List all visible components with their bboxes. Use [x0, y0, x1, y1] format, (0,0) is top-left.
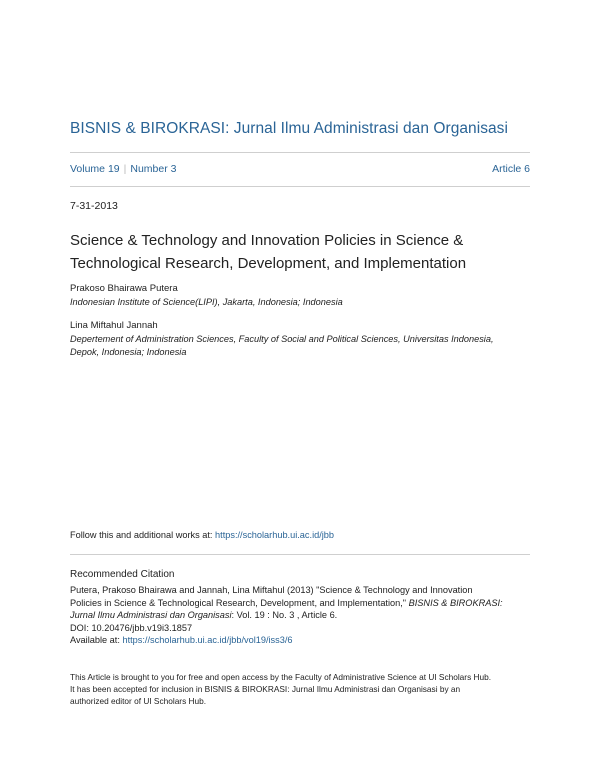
separator: | [123, 163, 127, 175]
follow-line [70, 530, 334, 540]
article-title-line: Science & Technology and Innovation Policies in Science & [70, 232, 464, 249]
citation-line [70, 597, 530, 610]
follow-text: Follow this and additional works at: [70, 530, 216, 540]
citation-available [70, 634, 530, 647]
access-notice [70, 671, 530, 707]
citation-heading: Recommended Citation [70, 569, 175, 580]
issue-info-row [70, 163, 530, 177]
citation-text: Policies in Science & Technological Research, Development, and Implementation," [70, 597, 409, 608]
journal-title-link[interactable]: BISNIS & BIROKRASI: Jurnal Ilmu Administrasi dan Organisasi [70, 120, 508, 137]
citation-journal: BISNIS & BIROKRASI: [408, 597, 503, 608]
article-title-line: Technological Research, Development, and Implementation [70, 255, 467, 272]
affiliation-line: Indonesian Institute of Science(LIPI), Jakarta, Indonesia; Indonesia [70, 297, 343, 307]
citation-doi: DOI: 10.20476/jbb.v19i3.1857 [70, 622, 193, 633]
citation-journal: Jurnal Ilmu Administrasi dan Organisasi [70, 610, 232, 620]
publication-date: 7-31-2013 [70, 200, 118, 212]
citation-text: : Vol. 19 : No. 3 , Article 6. [231, 610, 338, 620]
author-affiliation [70, 333, 530, 359]
top-divider [70, 152, 530, 153]
citation-divider [70, 554, 530, 555]
author-name: Lina Miftahul Jannah [70, 320, 158, 331]
number-link[interactable]: Number 3 [130, 163, 177, 175]
article-title [70, 229, 520, 275]
citation-line: Putera, Prakoso Bhairawa and Jannah, Lina Miftahul (2013) "Science & Technology and Innovation [70, 585, 473, 595]
collection-link[interactable]: https://scholarhub.ui.ac.id/jbb [215, 530, 335, 540]
author-affiliation [70, 296, 530, 309]
available-label: Available at: [70, 635, 123, 645]
affiliation-line: Depertement of Administration Sciences, Faculty of Social and Political Sciences, Universitas Indonesia, [70, 334, 494, 344]
issue-divider [70, 186, 530, 187]
affiliation-line: Depok, Indonesia; Indonesia [70, 347, 187, 357]
notice-line: This Article is brought to you for free and open access by the Faculty of Administrative Science at UI Scholars Hub. [70, 672, 492, 682]
available-link[interactable]: https://scholarhub.ui.ac.id/jbb/vol19/iss3/6 [122, 635, 293, 645]
author-name: Prakoso Bhairawa Putera [70, 283, 178, 294]
citation-line [70, 609, 530, 622]
article-link[interactable]: Article 6 [492, 163, 530, 175]
notice-line: authorized editor of UI Scholars Hub. [70, 696, 207, 706]
citation-block [70, 584, 530, 647]
notice-line: It has been accepted for inclusion in BISNIS & BIROKRASI: Jurnal Ilmu Administrasi dan Organisasi by an [70, 684, 461, 694]
volume-link[interactable]: Volume 19 [70, 163, 120, 175]
